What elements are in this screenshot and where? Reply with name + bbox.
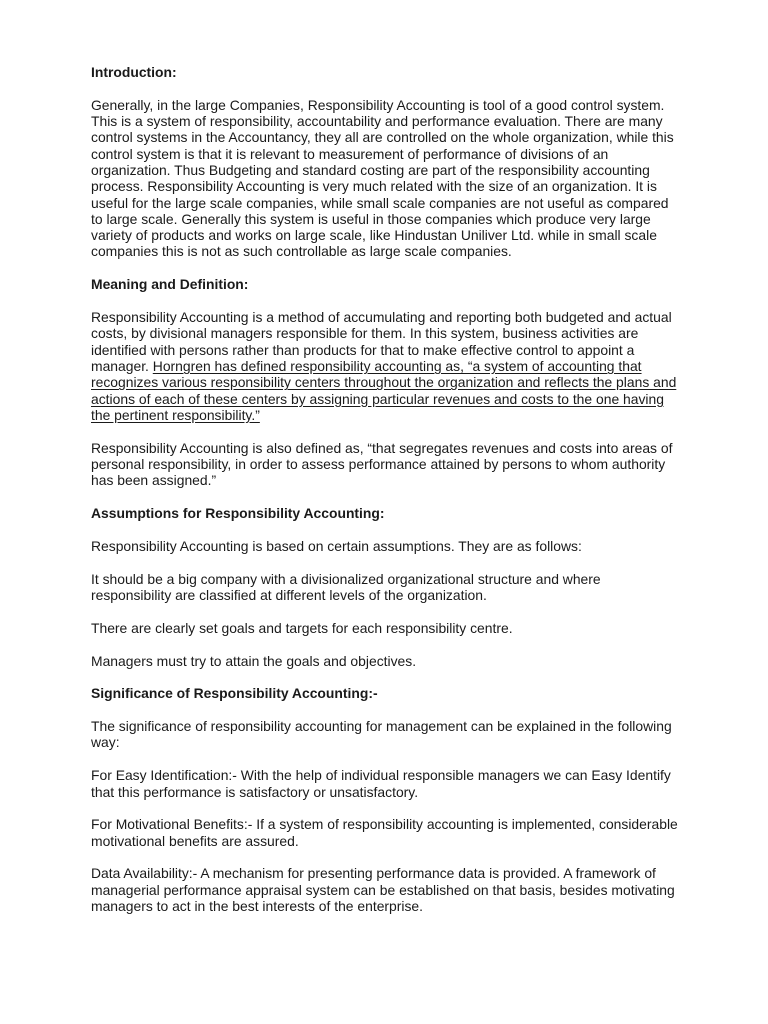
assumptions-intro: Responsibility Accounting is based on certain assumptions. They are as follows: bbox=[91, 537, 582, 554]
assumption-item: There are clearly set goals and targets for each responsibility centre. bbox=[91, 619, 513, 636]
intro-paragraph: Generally, in the large Companies, Responsibility Accounting is tool of a good control system. This is a system of responsibility, accountability and performance evaluation. There are many control systems in the Accountancy, they all are controlled on the whole organization, while this control system is that it is relevant to measurement of performance of divisions of an organization. Thus Budgeting and standard costing are part of the responsibility accounting process. Responsibility Accounting is very much related with the size of an organization. It is useful for the large scale companies, while small scale companies are not useful as compared to large scale. Generally this system is useful in those companies which produce very large variety of products and works on large scale, like Hindustan Uniliver Ltd. while in small scale companies this is not as such controllable as large scale companies. bbox=[91, 96, 674, 260]
significance-item: Data Availability:- A mechanism for presenting performance data is provided. A framework of managerial performance appraisal system can be established on that basis, besides motivating managers to act in the best interests of the enterprise. bbox=[91, 865, 675, 914]
meaning-heading: Meaning and Definition: bbox=[91, 276, 249, 293]
meaning-text: Responsibility Accounting is a method of accumulating and reporting both budgeted and actual costs, by divisional managers responsible for them. In this system, business activities are identified with persons rather than products for that to make effective control to appoint a manager. bbox=[91, 309, 672, 374]
intro-heading: Introduction: bbox=[91, 64, 177, 80]
significance-item: For Motivational Benefits:- If a system of responsibility accounting is implemented, considerable motivational benefits are assured. bbox=[91, 816, 678, 849]
document-page bbox=[91, 64, 681, 931]
significance-item: For Easy Identification:- With the help of individual responsible managers we can Easy Identify that this performance is satisfactory or unsatisfactory. bbox=[91, 767, 671, 800]
assumption-item: Managers must try to attain the goals and objectives. bbox=[91, 652, 417, 669]
assumptions-heading: Assumptions for Responsibility Accounting: bbox=[91, 505, 385, 522]
meaning-paragraph bbox=[91, 309, 681, 423]
horngren-definition: Horngren has defined responsibility accounting as, “a system of accounting that recognizes various responsibility centers throughout the organization and reflects the plans and actions of each of these centers by assigning particular revenues and costs to the one having the pertinent responsibility.” bbox=[91, 357, 677, 423]
assumption-item: It should be a big company with a divisionalized organizational structure and where responsibility are classified at different levels of the organization. bbox=[91, 570, 601, 603]
significance-intro: The significance of responsibility accounting for management can be explained in the following way: bbox=[91, 718, 672, 751]
significance-heading: Significance of Responsibility Accounting:- bbox=[91, 685, 378, 702]
meaning-paragraph-2: Responsibility Accounting is also defined as, “that segregates revenues and costs into areas of personal responsibility, in order to assess performance attained by persons to whom authority has been assigned.” bbox=[91, 439, 673, 489]
